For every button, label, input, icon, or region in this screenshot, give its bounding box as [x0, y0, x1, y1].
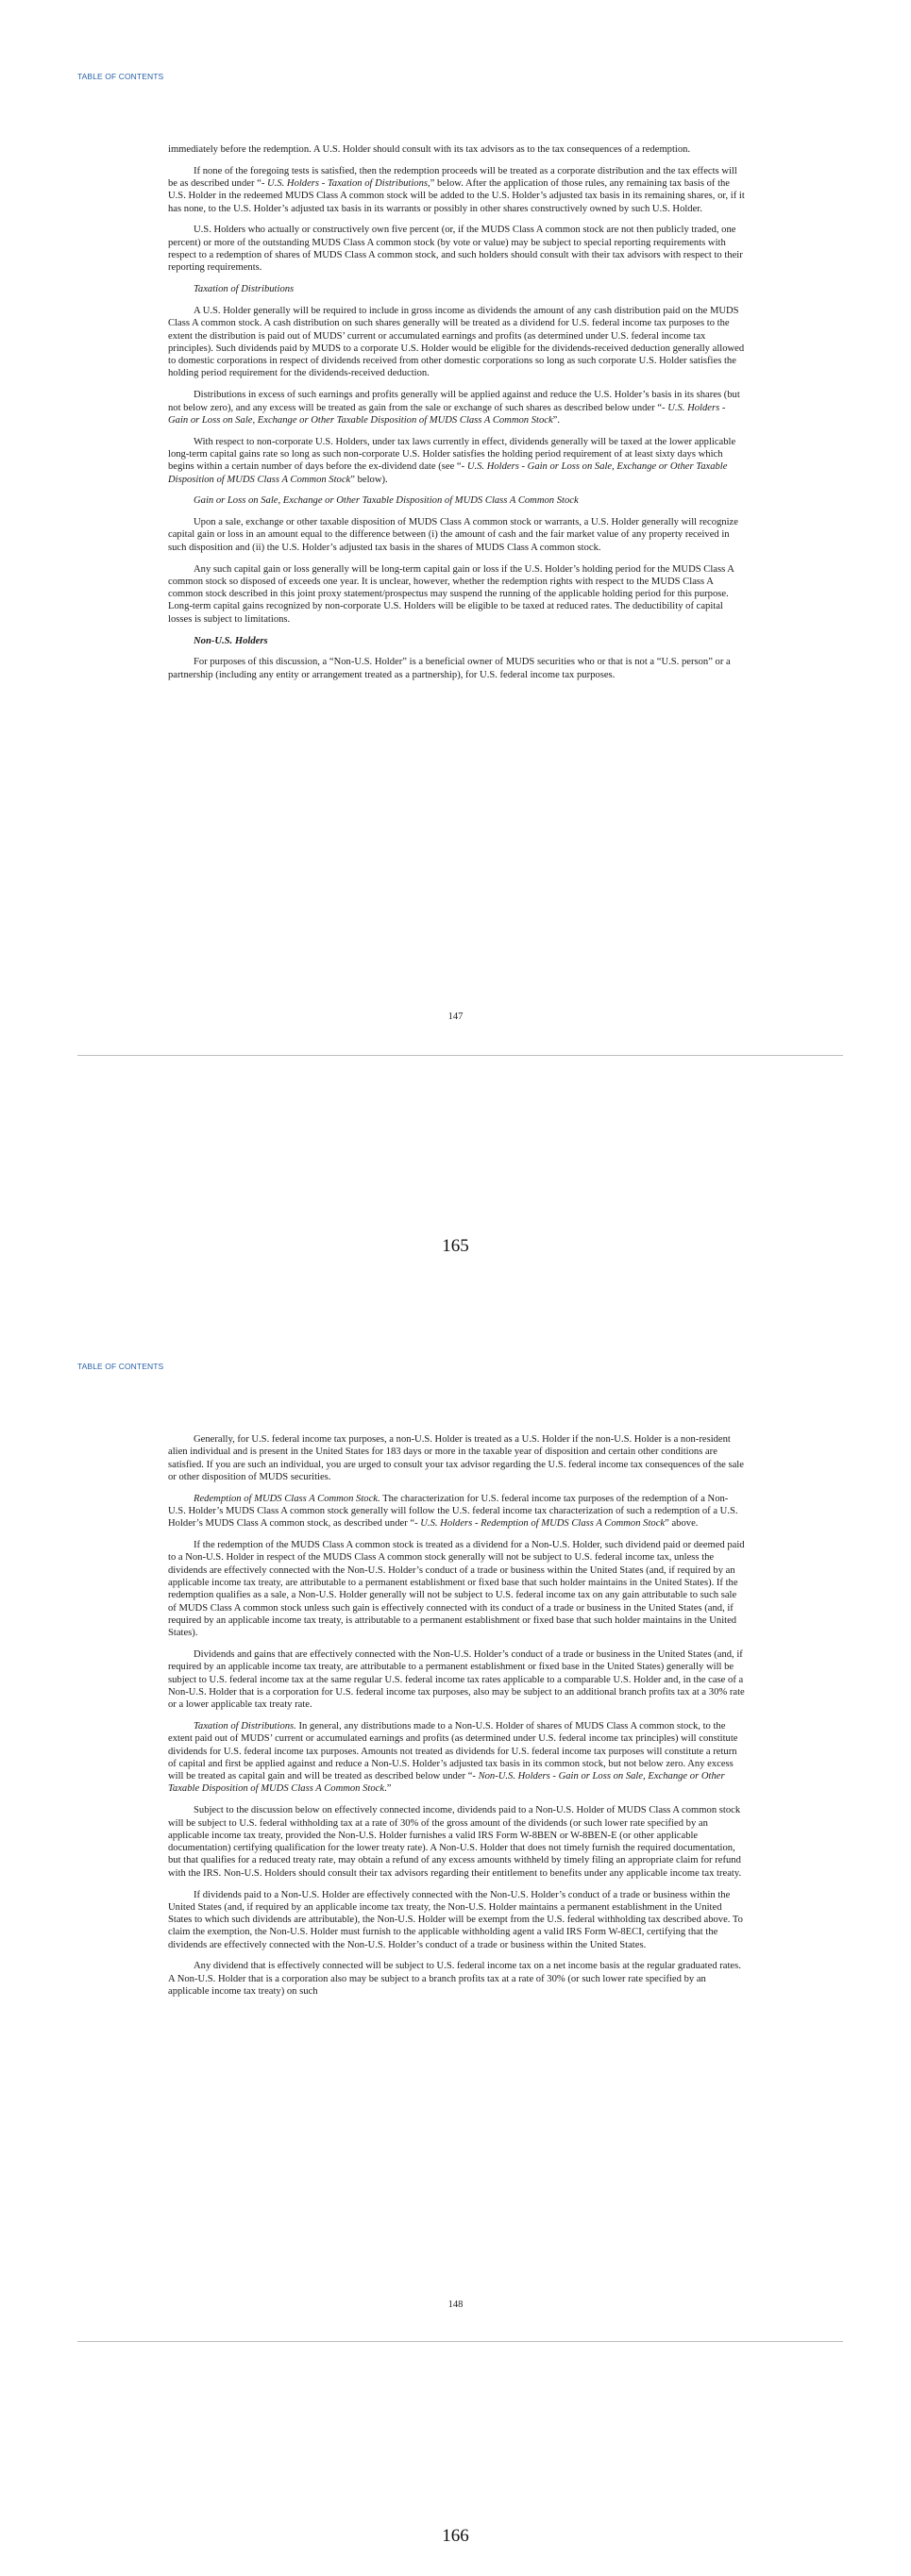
page-divider [77, 1055, 843, 1056]
paragraph-text: If none of the foregoing tests is satisfied, then the redemption proceeds will be treated as a corporate distribution and the tax effects will be as described under “ [168, 165, 737, 190]
table-of-contents-link[interactable]: TABLE OF CONTENTS [77, 72, 164, 81]
document-page-147 [168, 143, 746, 681]
paragraph: If dividends paid to a Non-U.S. Holder are effectively connected with the Non-U.S. Holder’s conduct of a trade or business within the United States (and, if required by an applicable income tax treaty, the Non-U.S. Holder maintains a permanent establishment in the United States to which such dividends are attributable), the Non-U.S. Holder will be exempt from the U.S. federal withholding tax described above. To claim the exemption, the Non-U.S. Holder must furnish to the applicable withholding agent a valid IRS Form W-8ECI, certifying that the dividends are effectively connected with the Non-U.S. Holder’s conduct of a trade or business within the United States. [168, 1889, 743, 1950]
section-heading: Non-U.S. Holders [194, 635, 268, 646]
page-divider [77, 2341, 843, 2342]
pdf-page-number: 166 [442, 2526, 469, 2546]
paragraph: For purposes of this discussion, a “Non-U.S. Holder” is a beneficial owner of MUDS securities who or that is not a “U.S. person” or a partnership (including any entity or arrangement treated as a partnership), for U.S. federal income tax purposes. [168, 657, 731, 680]
table-of-contents-link[interactable]: TABLE OF CONTENTS [77, 1362, 164, 1371]
paragraph-text: ”. [552, 414, 561, 426]
cross-reference: - Non-U.S. Holders - Gain or Loss on Sale, Exchange or Other Taxable Disposition of MUDS Class A Common Stock [168, 1771, 725, 1795]
cross-reference: - U.S. Holders - Gain or Loss on Sale, Exchange or Other Taxable Disposition of MUDS Class A Common Stock [168, 461, 728, 485]
paragraph [168, 389, 746, 427]
paragraph [168, 436, 746, 486]
paragraph-text: .” [384, 1783, 392, 1795]
paragraph [168, 1720, 746, 1796]
paragraph: Any dividend that is effectively connected will be subject to U.S. federal income tax on a net income basis at the regular graduated rates. A Non-U.S. Holder that is a corporation also may be subject to a branch profits tax at a rate of 30% (or such lower rate specified by an applicable income tax treaty) on such [168, 1961, 741, 1998]
paragraph [168, 1493, 746, 1531]
paragraph: A U.S. Holder generally will be required to include in gross income as dividends the amount of any cash distribution paid on the MUDS Class A common stock. A cash distribution on such shares generally will be treated as a dividend for U.S. federal income tax purposes to the extent the distribution is paid out of MUDS’ current or accumulated earnings and profits (as determined under U.S. federal income tax principles). Such dividends paid by MUDS to a corporate U.S. Holder would be eligible for the dividends-received deduction generally allowed to domestic corporations in respect of dividends received from other domestic corporations so long as such corporate U.S. Holder satisfies the holding period requirement for the dividends-received deduction. [168, 305, 745, 379]
paragraph: immediately before the redemption. A U.S. Holder should consult with its tax advisors as to the tax consequences of a redemption. [168, 144, 691, 155]
paragraph: Dividends and gains that are effectively connected with the Non-U.S. Holder’s conduct of a trade or business in the United States (and, if required by an applicable income tax treaty, are attributable to a permanent establishment or fixed base in the United States) generally will be subject to U.S. federal income tax at the same regular U.S. federal income tax rates applicable to a comparable U.S. Holder and, in the case of a Non-U.S. Holder that is a corporation for U.S. federal income tax purposes, also may be subject to an additional branch profits tax at a 30% rate or a lower applicable tax treaty rate. [168, 1648, 745, 1711]
paragraph: Upon a sale, exchange or other taxable disposition of MUDS Class A common stock or warrants, a U.S. Holder generally will recognize capital gain or loss in an amount equal to the difference between (i) the amount of cash and the fair market value of any property received in such disposition and (ii) the U.S. Holder’s adjusted tax basis in the shares of MUDS Class A common stock. [168, 517, 738, 553]
pdf-page-number: 165 [442, 1236, 469, 1256]
document-page-148 [168, 1433, 746, 1998]
paragraph-text: Distributions in excess of such earnings and profits generally will be applied against and reduce the U.S. Holder’s basis in its shares (but not below zero), and any excess will be treated as gain from the sale or exchange of such shares as described below under “ [168, 390, 740, 413]
paragraph: Any such capital gain or loss generally will be long-term capital gain or loss if the U.S. Holder’s holding period for the MUDS Class A common stock so disposed of exceeds one year. It is unclear, however, whether the redemption rights with respect to the MUDS Class A common stock described in this joint proxy statement/prospectus may suspend the running of the applicable holding period for this purpose. Long-term capital gains recognized by non-corporate U.S. Holders will be eligible to be taxed at reduced rates. The deductibility of capital losses is subject to limitations. [168, 563, 734, 625]
paragraph-text: With respect to non-corporate U.S. Holders, under tax laws currently in effect, dividends generally will be taxed at the lower applicable long-term capital gains rate so long as such non-corporate U.S. Holder satisfies the holding period requirement of at least sixty days which begins within a certain number of days before the ex-dividend date (see “ [168, 436, 736, 473]
page-number: 148 [447, 2300, 464, 2310]
paragraph-text: ” above. [665, 1518, 699, 1530]
section-heading: Gain or Loss on Sale, Exchange or Other Taxable Disposition of MUDS Class A Common Stock [194, 495, 579, 507]
paragraph: Subject to the discussion below on effectively connected income, dividends paid to a Non-U.S. Holder of MUDS Class A common stock will be subject to U.S. federal withholding tax at a rate of 30% of the gross amount of the dividends (or such lower rate specified by an applicable income tax treaty, provided the Non-U.S. Holder furnishes a valid IRS Form W-8BEN or W-8BEN-E (or other applicable documentation) certifying qualification for the lower treaty rate). A Non-U.S. Holder that does not timely furnish the required documentation, but that qualifies for a reduced treaty rate, may obtain a refund of any excess amounts withheld by timely filing an appropriate claim for refund with the IRS. Non-U.S. Holders should consult their tax advisors regarding their entitlement to benefits under any applicable income tax treaty. [168, 1805, 742, 1879]
paragraph: If the redemption of the MUDS Class A common stock is treated as a dividend for a Non-U.S. Holder, such dividend paid or deemed paid to a Non-U.S. Holder in respect of the MUDS Class A common stock generally will not be subject to U.S. federal income tax, unless the dividends are effectively connected with the Non-U.S. Holder’s conduct of a trade or business within the United States (and, if required by an applicable income tax treaty, are attributable to a permanent establishment or fixed base that such holder maintains in the United States). If the redemption qualifies as a sale, a Non-U.S. Holder generally will not be subject to U.S. federal income tax on any gain attributable to such sale of MUDS Class A common stock unless such gain is effectively connected with its conduct of a trade or business in the United States (and, if required by an applicable income tax treaty, is attributable to a permanent establishment or fixed base that such holder maintains in the United States). [168, 1540, 745, 1639]
page-number: 147 [447, 1012, 464, 1022]
paragraph: Generally, for U.S. federal income tax purposes, a non-U.S. Holder is treated as a U.S. Holder if the non-U.S. Holder is a non-resident alien individual and is present in the United States for 183 days or more in the taxable year of disposition and certain other conditions are satisfied. If you are such an individual, you are urged to consult your tax advisor regarding the U.S. federal income tax consequences of the sale or other disposition of MUDS securities. [168, 1434, 744, 1482]
paragraph-text: The characterization for U.S. federal income tax purposes of the redemption of a Non-U.S. Holder’s MUDS Class A common stock generally will follow the U.S. federal income tax characterization of such a redemption of a U.S. Holder’s MUDS Class A common stock, as described under “ [168, 1493, 738, 1530]
paragraph: U.S. Holders who actually or constructively own five percent (or, if the MUDS Class A common stock are not then publicly traded, one percent) or more of the outstanding MUDS Class A common stock (by vote or value) may be subject to special reporting requirements with respect to a redemption of shares of MUDS Class A common stock, and such holders should consult with their tax advisors with respect to their reporting requirements. [168, 225, 743, 274]
run-in-heading: Taxation of Distributions. [194, 1720, 296, 1731]
paragraph-text: ” below). [350, 474, 388, 485]
paragraph-text: In general, any distributions made to a Non-U.S. Holder of shares of MUDS Class A common stock, to the extent paid out of MUDS’ current or accumulated earnings and profits (as determined under U.S. federal income tax principles) will constitute dividends for U.S. federal income tax purposes. Amounts not treated as dividends for U.S. federal income tax purposes will constitute a return of capital and first be applied against and reduce a Non-U.S. Holder’s adjusted tax basis in its common stock, but not below zero. Any excess will be treated as capital gain and will be treated as described below under “ [168, 1720, 738, 1782]
cross-reference: - U.S. Holders - Gain or Loss on Sale, Exchange or Other Taxable Disposition of MUDS Class A Common Stock [168, 402, 726, 426]
paragraph-text: ,” below. After the application of those rules, any remaining tax basis of the U.S. Holder in the redeemed MUDS Class A common stock will be added to the U.S. Holder’s adjusted tax basis in its remaining shares, or, if it has none, to the U.S. Holder’s adjusted tax basis in its warrants or possibly in other shares constructively owned by such U.S. Holder. [168, 178, 745, 214]
run-in-heading: Redemption of MUDS Class A Common Stock. [194, 1493, 380, 1504]
cross-reference: - U.S. Holders - Redemption of MUDS Class A Common Stock [414, 1518, 666, 1530]
paragraph [168, 165, 746, 215]
cross-reference: - U.S. Holders - Taxation of Distributions [261, 178, 429, 190]
section-heading: Taxation of Distributions [194, 284, 295, 295]
